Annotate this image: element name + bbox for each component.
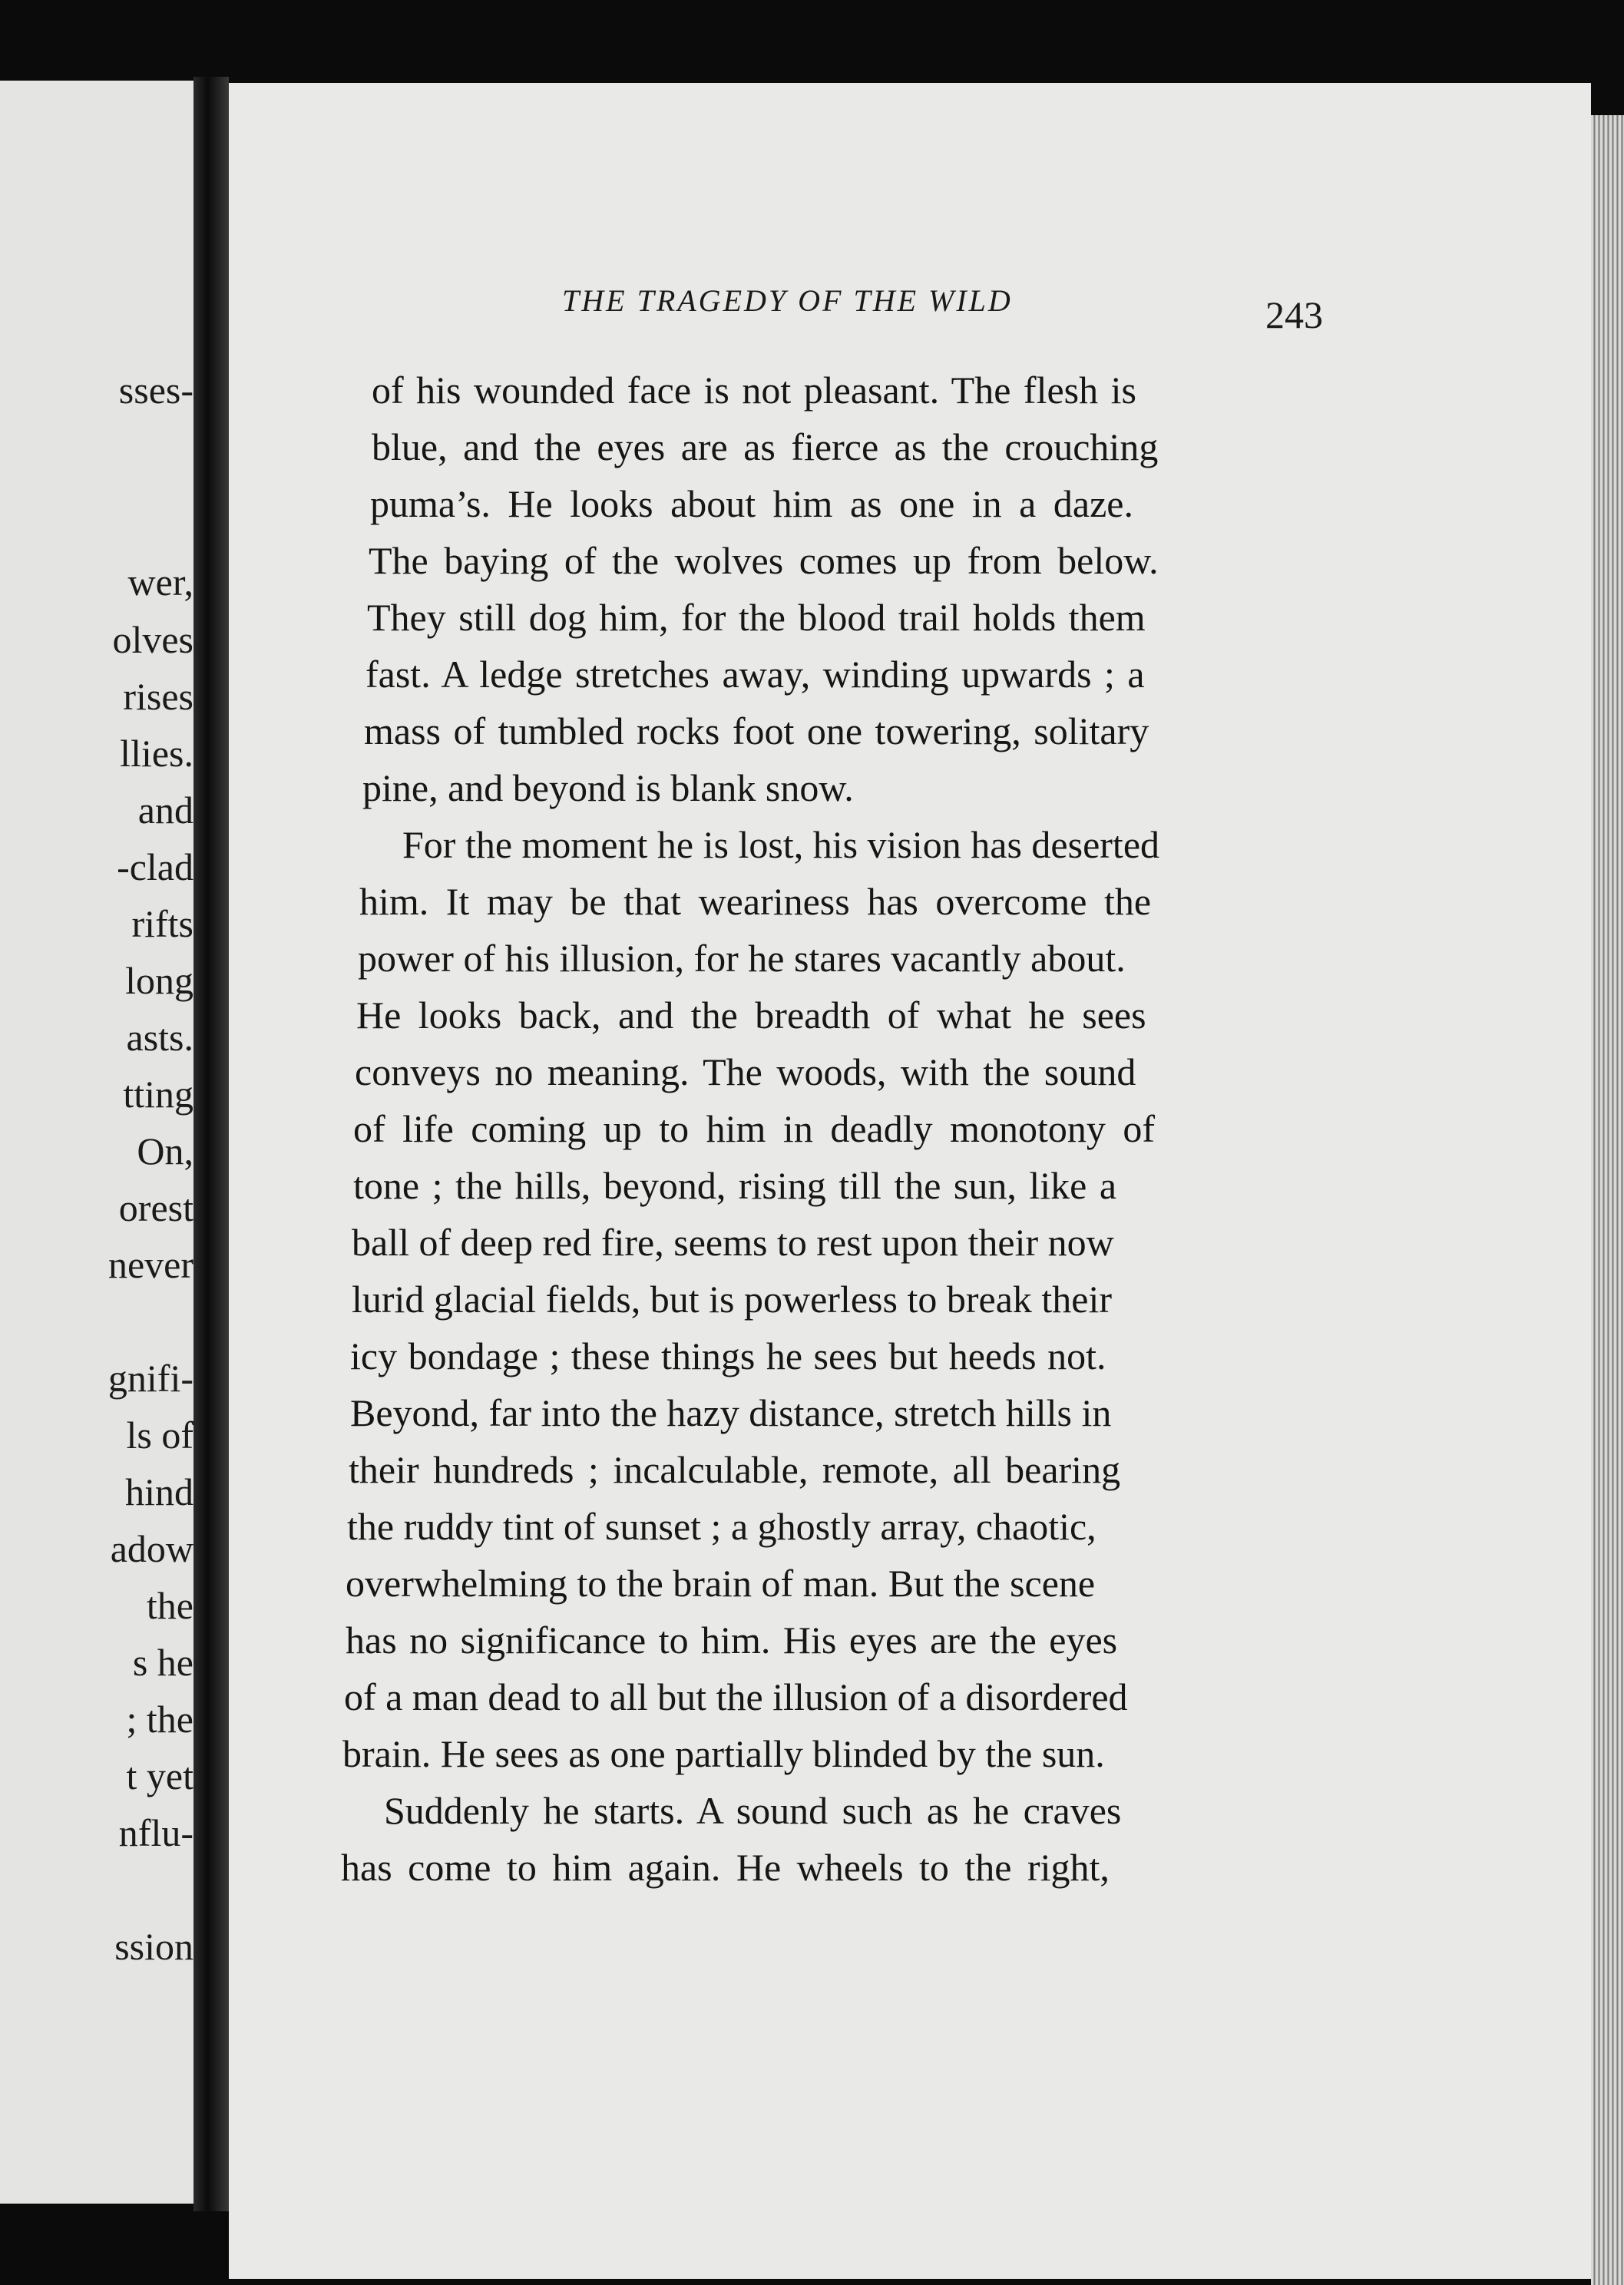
- body-line: their hundreds ; incalculable, remote, all bearing: [349, 1448, 1121, 1491]
- left-page-line: hind: [125, 1470, 193, 1513]
- left-page: [0, 81, 198, 2204]
- left-page-line: rifts: [131, 902, 193, 945]
- body-line: him. It may be that weariness has overcome the: [359, 880, 1152, 923]
- left-page-line: ssion: [114, 1925, 193, 1968]
- body-line: Suddenly he starts. A sound such as he craves: [384, 1789, 1122, 1832]
- body-line: puma’s. He looks about him as one in a daze.: [370, 482, 1133, 525]
- body-line: overwhelming to the brain of man. But the scene: [346, 1562, 1096, 1605]
- body-line: fast. A ledge stretches away, winding upwards ; a: [365, 653, 1145, 696]
- body-line: power of his illusion, for he stares vacantly about.: [358, 937, 1126, 980]
- page-number: 243: [1265, 293, 1323, 336]
- left-page-line: llies.: [120, 732, 193, 775]
- left-page-line: and: [137, 789, 193, 832]
- left-page-line: ls of: [126, 1414, 193, 1457]
- left-page-line: gnifi-: [107, 1357, 193, 1400]
- left-page-line: asts.: [126, 1016, 193, 1059]
- left-page-line: sses-: [118, 369, 193, 412]
- left-page-line: adow: [110, 1527, 193, 1570]
- left-page-line: ; the: [126, 1698, 193, 1741]
- left-page-line: olves: [112, 618, 193, 661]
- running-head: THE TRAGEDY OF THE WILD: [562, 283, 1013, 318]
- left-page-line: long: [125, 959, 193, 1002]
- body-line: of life coming up to him in deadly monotony of: [353, 1107, 1156, 1150]
- body-line: conveys no meaning. The woods, with the sound: [355, 1050, 1136, 1093]
- body-line: has come to him again. He wheels to the right,: [341, 1846, 1110, 1889]
- body-line: brain. He sees as one partially blinded by the sun.: [342, 1732, 1105, 1775]
- page-edge: [1591, 115, 1624, 2285]
- body-line: The baying of the wolves comes up from below.: [369, 539, 1159, 582]
- left-page-line: the: [146, 1584, 193, 1627]
- body-line: has no significance to him. His eyes are the eyes: [346, 1619, 1118, 1662]
- left-page-line: tting: [123, 1073, 193, 1116]
- left-page-line: nflu-: [118, 1811, 193, 1854]
- left-page-line: rises: [123, 675, 193, 718]
- body-line: They still dog him, for the blood trail holds them: [367, 596, 1146, 639]
- left-page-line: orest: [118, 1186, 193, 1229]
- left-page-line: On,: [137, 1129, 193, 1172]
- left-page-line: s he: [132, 1641, 193, 1684]
- left-page-line: -clad: [117, 845, 193, 888]
- body-line: He looks back, and the breadth of what he sees: [356, 994, 1146, 1037]
- body-line: of a man dead to all but the illusion of a disordered: [344, 1675, 1128, 1718]
- left-page-line: wer,: [127, 561, 193, 603]
- left-page-line: t yet: [126, 1754, 193, 1797]
- body-line: mass of tumbled rocks foot one towering, solitary: [364, 709, 1149, 752]
- body-line: lurid glacial fields, but is powerless to break their: [352, 1278, 1113, 1321]
- body-line: of his wounded face is not pleasant. The flesh is: [372, 369, 1136, 412]
- left-page-line: never: [107, 1243, 193, 1286]
- body-line: pine, and beyond is blank snow.: [362, 766, 854, 809]
- body-line: tone ; the hills, beyond, rising till the sun, like a: [353, 1164, 1117, 1207]
- body-line: ball of deep red fire, seems to rest upon their now: [352, 1221, 1114, 1264]
- book-gutter: [193, 77, 229, 2211]
- body-line: icy bondage ; these things he sees but heeds not.: [350, 1334, 1106, 1377]
- body-line: blue, and the eyes are as fierce as the crouching: [372, 425, 1159, 468]
- body-line: the ruddy tint of sunset ; a ghostly array, chaotic,: [347, 1505, 1096, 1548]
- body-line: Beyond, far into the hazy distance, stretch hills in: [350, 1391, 1112, 1434]
- body-line: For the moment he is lost, his vision has deserted: [402, 823, 1160, 866]
